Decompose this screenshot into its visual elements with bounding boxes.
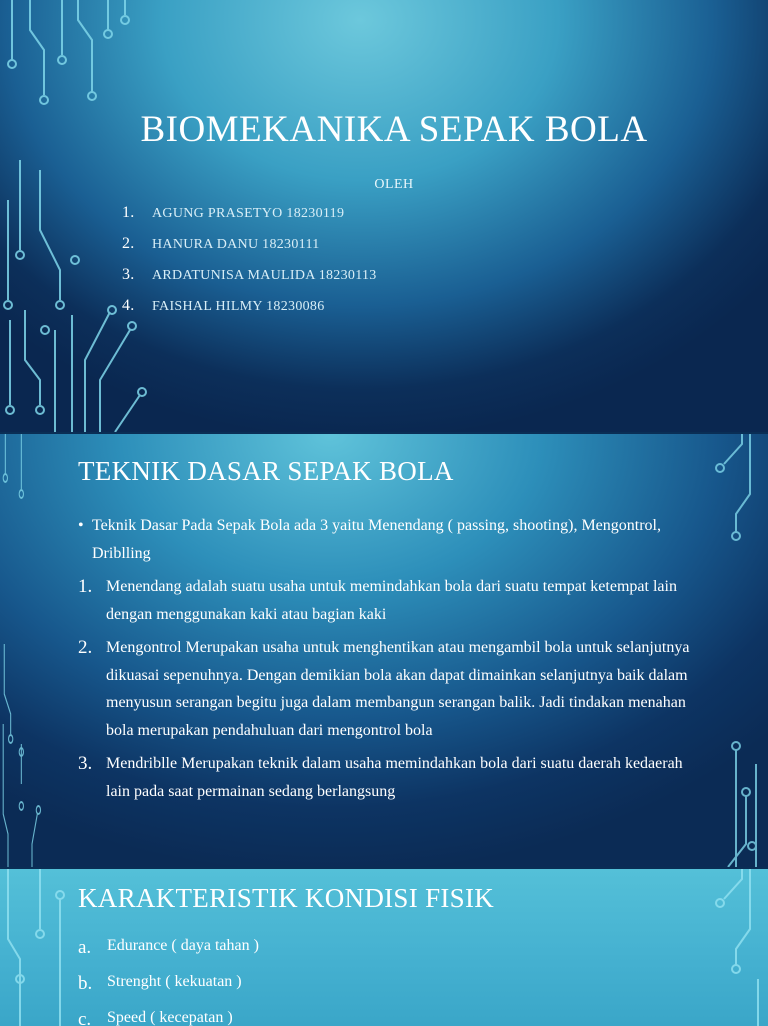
slide-heading: TEKNIK DASAR SEPAK BOLA: [78, 456, 454, 486]
circuit-decoration-right: [698, 434, 768, 867]
characteristic-list: [78, 937, 259, 1026]
bullet-item: [78, 512, 698, 567]
bullet-marker: •: [78, 517, 84, 534]
item-text: Menendang adalah suatu usaha untuk memindahkan bola dari suatu tempat ketempat lain dengan menggunakan kaki atau bagian kaki: [106, 578, 677, 623]
item-text: Strenght ( kekuatan ): [107, 973, 242, 990]
list-item: [78, 973, 259, 1009]
item-text: Speed ( kecepatan ): [107, 1009, 233, 1026]
slide-body: [78, 512, 698, 805]
presentation-title: BIOMEKANIKA SEPAK BOLA: [140, 109, 648, 150]
slide-title: [0, 0, 768, 432]
item-letter: c.: [78, 1009, 92, 1026]
item-text: Mendriblle Merupakan teknik dalam usaha memindahkan bola dari suatu daerah kedaerah lain pada saat permainan sedang berlangsung: [106, 755, 683, 800]
circuit-decoration-right: [698, 869, 768, 1026]
numbered-item: [78, 573, 698, 628]
author-name: HANURA DANU 18230111: [152, 237, 320, 252]
author-number: 2.: [122, 235, 135, 252]
author-name: ARDATUNISA MAULIDA 18230113: [152, 268, 377, 283]
item-letter: a.: [78, 937, 92, 958]
author-heading: OLEH: [374, 177, 414, 192]
author-item: [122, 297, 377, 328]
bullet-text: Teknik Dasar Pada Sepak Bola ada 3 yaitu Menendang ( passing, shooting), Mengontrol, Driblling: [92, 517, 661, 562]
author-name: AGUNG PRASETYO 18230119: [152, 206, 345, 221]
author-item: [122, 235, 377, 266]
circuit-decoration-left: [0, 434, 80, 867]
item-letter: b.: [78, 973, 93, 994]
list-item: [78, 1009, 259, 1026]
item-number: 1.: [78, 576, 93, 597]
circuit-decoration-left: [0, 869, 80, 1026]
slide-heading: KARAKTERISTIK KONDISI FISIK: [78, 883, 495, 913]
item-number: 3.: [78, 753, 93, 774]
numbered-item: [78, 634, 698, 744]
list-item: [78, 937, 259, 973]
item-number: 2.: [78, 637, 93, 658]
item-text: Mengontrol Merupakan usaha untuk menghentikan atau mengambil bola untuk selanjutnya dikuasai sepenuhnya. Dengan demikian bola akan dapat dimainkan selanjutnya baik dalam menyusun serangan begitu juga dalam membangun serangan balik. Jadi tindakan menahan bola merupakan pendahuluan dari mengontrol bola: [106, 639, 690, 739]
author-number: 3.: [122, 266, 135, 283]
author-number: 1.: [122, 204, 135, 221]
slide-karakteristik: [0, 869, 768, 1026]
item-text: Edurance ( daya tahan ): [107, 937, 259, 954]
numbered-item: [78, 750, 698, 805]
author-number: 4.: [122, 297, 135, 314]
author-item: [122, 204, 377, 235]
author-list: [122, 204, 377, 328]
author-item: [122, 266, 377, 297]
slide-teknik-dasar: [0, 434, 768, 867]
author-name: FAISHAL HILMY 18230086: [152, 299, 325, 314]
